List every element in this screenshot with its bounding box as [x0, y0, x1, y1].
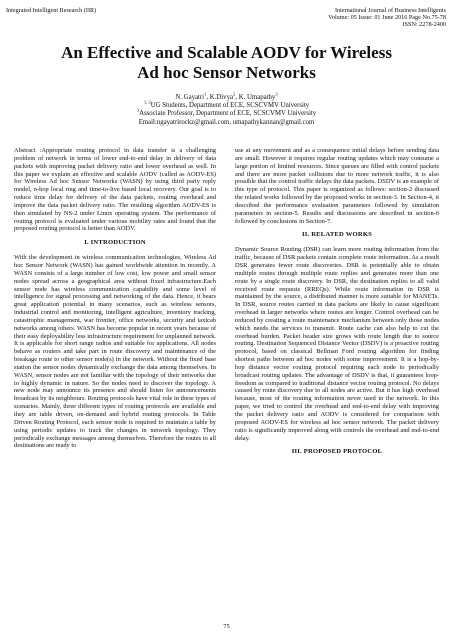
- author-emails: Email:ngayatrirockz@gmail.com, umapathykannan@gmail.com: [138, 118, 315, 126]
- title-line-2: Ad hoc Sensor Networks: [137, 62, 316, 82]
- affiliation-2: [20, 110, 433, 118]
- left-column: [14, 147, 216, 450]
- header-journal-name: International Journal of Business Intelligents: [334, 7, 446, 14]
- section-heading-proposed-protocol: III. PROPOSED PROTOCOL: [291, 448, 383, 456]
- paper-title: [20, 43, 433, 82]
- affiliation-1-text: UG Students, Department of ECE, SCSCVMV University: [150, 102, 310, 110]
- author-name-2: , K.Divya: [206, 94, 233, 101]
- page-number: 75: [223, 623, 230, 630]
- author-sup-3: 3: [275, 91, 278, 97]
- author-sup-1: 1: [204, 91, 207, 97]
- section-heading-related-works: II. RELATED WORKS: [301, 231, 373, 239]
- header-journal-info: [328, 7, 446, 29]
- introduction-text: With the development in wireless communication technologies, Wireless Ad hoc Sensor Network (WASN) has gained worldwide attention in recently. A WASN consists of a large number of low cost, low power and small sensor nodes spread across a geographical area without fixed infrastructure.Each sensor node has wireless communication capability and some level of intelligence for signal processing and networking of the data. Hence, it bears great application potential in many scenarios, such as wireless sensors, industrial control and monitoring, intelligent agriculture, inventory tracking, catastrophic management, war frontier, office networks, security and taxicab networks among others. WASN has become popular in recent years because of their easy deployability less infrastructure requirement for unplanned network. It is applicable for short range radios and suitable for applications. All nodes behave as routers and take part in route discovery and maintenance of the breakage route to other sensor node(s) in the network. Without the fixed base station the sensor nodes dynamically exchange the data among themselves. In WASN, sensor nodes are not familiar with the topology of their networks due to highly dynamic in nature. So the nodes need to discover the topology. A new node may announce its presence and should listen for announcements broadcast by its neighbours. Routing protocols have vital role in these types of scenarios. Mainly, three different types of routing protocols are available and they are table driven, on-demand and hybrid routing protocols. In Table Driven Routing Protocol, each sensor node is required to maintain a table by using periodic updates to track the changes in network topology. They periodically exchange messages among themselves. Therefore the routes to all destinations are ready to: [14, 254, 216, 450]
- abstract: Abstract :Appropriate routing protocol in data transfer is a challenging problem of network in terms of lower end-to-end delay in delivery of data packets with improving packet delivery ratio and lower overhead as well. In this paper we explain an effective and scalable AODV (called as AODV-ES) for Wireless Ad hoc Sensor Networks (WASN) by using third party reply model, n-hop local ring and time-to-live based local recovery. Our goal is to reduce time delay for delivery of the data packets, routing overhead and improve the data packet delivery ratio. The resulting algorithm AODV-ES is then simulated by NS-2 under Linux operating system. The performance of routing protocol is evaluated under various mobility rates and found that the proposed routing protocol is better than AODV.: [14, 147, 216, 233]
- affiliation-2-text: Associate Professor, Department of ECE, SCSCVMV University: [139, 110, 317, 118]
- header-volume-issue: Volume: 05 Issue: 01 June 2016 Page No.75-78: [328, 14, 446, 22]
- right-column: [235, 147, 439, 463]
- author-block: [20, 91, 433, 127]
- author-names: [20, 91, 433, 102]
- author-sup-2: 2: [233, 91, 236, 97]
- header-issn: ISSN: 2278-2400: [402, 21, 446, 29]
- section-heading-introduction: I. INTRODUCTION: [84, 239, 146, 247]
- title-line-1: An Effective and Scalable AODV for Wireless: [61, 43, 392, 62]
- affiliation-1-sup: 1, 2: [143, 99, 151, 105]
- affiliation-2-sup: 3: [136, 108, 140, 114]
- header-publisher: [6, 7, 96, 14]
- author-name-1: N. Gayatri: [175, 94, 205, 101]
- introduction-continued: use at any movement and as a consequence initial delays before sending data are small. However it requires regular routing updates which may consume a large portion of limited resources. Since queues are filled with control packets and there are more packet collisions due to more network traffic, it is also possible that the control traffic delays the data packets. DSDV is an example of this type of protocol. This paper is organized as follows: section-2 discussed the related works followed by the proposed works in section-3. In Section-4, it described the performance evaluation parameters followed by simulation parameters in section-5. Results and discussions are described in section-6 followed by conclusions in Section-7.: [235, 147, 439, 225]
- header-left-text: Integrated Intelligent Research (IIR): [6, 7, 97, 14]
- author-name-3: , K. Umapathy: [235, 94, 276, 101]
- related-works-text: Dynamic Source Routing (DSR) can learn more routing information from the traffic, because of DSR packets contain complete route information. As a result DSR generates fewer route discoveries. DSR is potentially able to obtain multiple routes through multiple route replies and generates more than one route by a single route discovery. In DSR, the destination replies to all valid received route requests (RREQs). While route information in DSR is maintained by the source, a distributed manner is more suitable for MANETs. In DSR, source routes carried in data packets are likely to cause significant overhead in larger networks where routes are longer. Control overhead can be reduced by creating a route maintenance mechanism between only those nodes which needs the services to transmit. Route cache can also help to cut the overhead burden. Packet header size grows with route length due to source routing. Destination Sequenced Distance Vector (DSDV) is a proactive routing protocol, based on classical Bellman Ford routing algorithm for finding shortest paths between ad hoc nodes with some improvement. It is a hop-by-hop distance vector routing protocol requiring each node to periodically broadcast routing updates. The advantage of DSDV is that, it guarantees loop-freedom as compared to traditional distance vector routing protocol. No delays caused by route discovery due to all nodes are active. But it has high overhead because, most of the routing information never used in the network. In this paper, we tried to control the overhead and end-to-end delay with improving the packet delivery ratio and AODV is considered for comparison with proposed AODV-ES for wireless ad hoc sensor network. The packet delivery ratio is significantly improved along with controls the overhead and end-to-end delay.: [235, 246, 439, 442]
